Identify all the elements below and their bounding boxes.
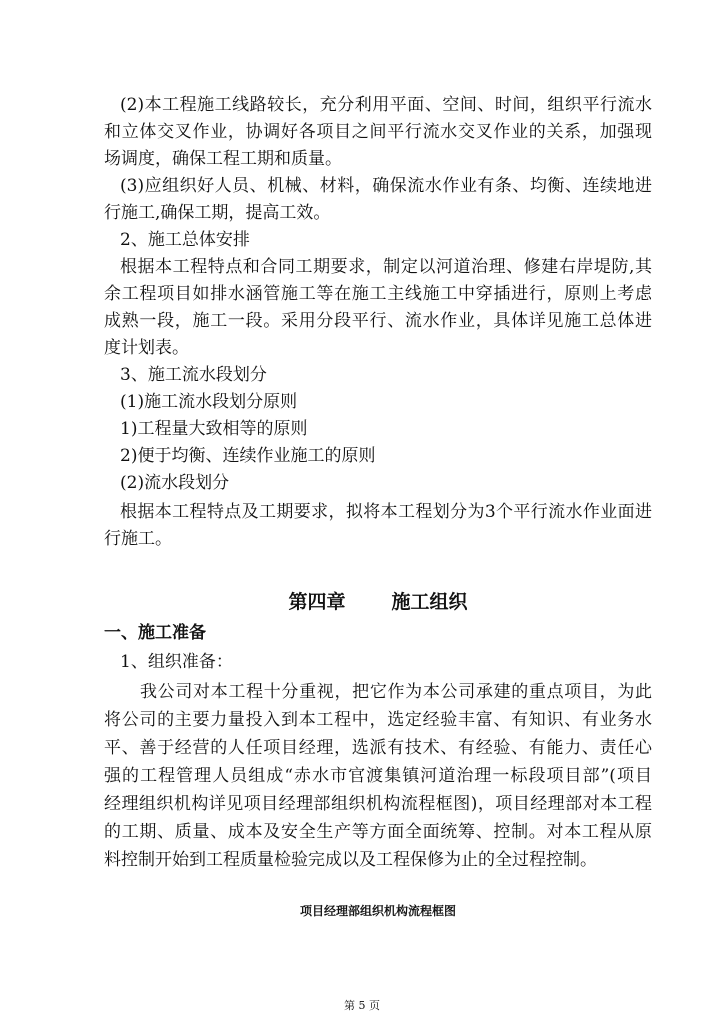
paragraph-line: 余工程项目如排水涵管施工等在施工主线施工中穿插进行，原则上考虑 [104, 284, 652, 304]
subheading: 1、组织准备： [120, 652, 233, 672]
paragraph-line: 行施工。 [104, 529, 172, 549]
paragraph-line: 平、善于经营的人任项目经理，选派有技术、有经验、有能力、责任心 [104, 738, 652, 758]
chapter-title [104, 588, 652, 616]
list-item: 2)便于均衡、连续作业施工的原则 [120, 446, 376, 466]
paragraph-line: 我公司对本工程十分重视，把它作为本公司承建的重点项目，为此 [140, 682, 652, 702]
chapter-number: 第四章 [288, 591, 346, 613]
subheading: 2、施工总体安排 [120, 230, 250, 250]
subheading: (2)流水段划分 [120, 473, 230, 493]
paragraph-line: 成熟一段，施工一段。采用分段平行、流水作业，具体详见施工总体进 [104, 311, 652, 331]
paragraph-line: 根据本工程特点及工期要求，拟将本工程划分为3个平行流水作业面进 [120, 502, 652, 522]
subheading: 3、施工流水段划分 [120, 365, 267, 385]
paragraph-line: 和立体交叉作业，协调好各项目之间平行流水交叉作业的关系，加强现 [104, 122, 652, 142]
paragraph-line: (3)应组织好人员、机械、材料，确保流水作业有条、均衡、连续地进 [120, 176, 652, 196]
paragraph-line: 经理组织机构详见项目经理部组织机构流程框图)，项目经理部对本工程 [104, 794, 652, 814]
section-heading: 一、施工准备 [104, 623, 206, 643]
paragraph-line: 料控制开始到工程质量检验完成以及工程保修为止的全过程控制。 [104, 850, 597, 870]
chapter-name: 施工组织 [391, 591, 468, 613]
paragraph-line: 强的工程管理人员组成“赤水市官渡集镇河道治理一标段项目部”(项目 [104, 766, 652, 786]
paragraph-line: (2)本工程施工线路较长，充分利用平面、空间、时间，组织平行流水 [120, 95, 652, 115]
list-item: 1)工程量大致相等的原则 [120, 419, 308, 439]
paragraph-line: 的工期、质量、成本及安全生产等方面全面统筹、控制。对本工程从原 [104, 822, 652, 842]
paragraph-line: 将公司的主要力量投入到本工程中，选定经验丰富、有知识、有业务水 [104, 710, 652, 730]
figure-caption: 项目经理部组织机构流程框图 [299, 904, 456, 918]
subheading: (1)施工流水段划分原则 [120, 392, 298, 412]
paragraph-line: 场调度，确保工程工期和质量。 [104, 149, 342, 169]
paragraph-line: 度计划表。 [104, 338, 189, 358]
paragraph-line: 行施工,确保工期，提高工效。 [104, 203, 331, 223]
paragraph-line: 根据本工程特点和合同工期要求，制定以河道治理、修建右岸堤防,其 [120, 257, 652, 277]
page-number: 第 5 页 [344, 999, 380, 1012]
